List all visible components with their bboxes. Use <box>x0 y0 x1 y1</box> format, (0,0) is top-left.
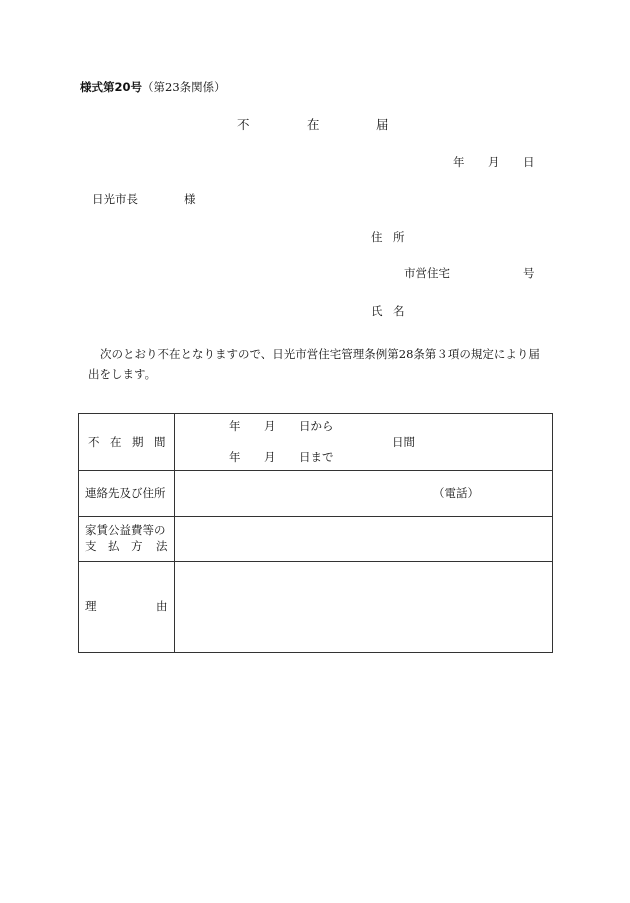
days-count-label: 日間 <box>392 435 415 449</box>
to-month: 月 <box>264 450 276 464</box>
addressee-name: 日光市長 <box>92 192 138 206</box>
table-row-divider-1 <box>78 470 553 471</box>
addressee-honorific: 様 <box>184 192 196 206</box>
table-border-bottom <box>78 652 553 653</box>
rent-label-2-char-3: 方 <box>131 539 143 553</box>
address-label-1: 住 <box>371 230 383 244</box>
form-number <box>80 82 226 94</box>
date-day: 日 <box>523 155 535 169</box>
housing-label: 市営住宅 <box>404 266 450 280</box>
table-border-right <box>552 413 553 653</box>
table-row-divider-2 <box>78 516 553 517</box>
statement-line-2: 出をします。 <box>88 367 157 381</box>
contact-label: 連絡先及び住所 <box>85 486 166 500</box>
table-column-divider <box>174 413 175 653</box>
title-char-3: 届 <box>376 117 389 132</box>
absence-period-label-1: 不 <box>88 435 100 449</box>
address-label-2: 所 <box>393 230 405 244</box>
absence-period-label-3: 期 <box>132 435 144 449</box>
to-year: 年 <box>229 450 241 464</box>
form-number-bold: 様式第20号 <box>80 80 143 94</box>
title-char-2: 在 <box>307 117 320 132</box>
rent-label-2-char-1: 支 <box>85 539 97 553</box>
date-month: 月 <box>488 155 500 169</box>
rent-label-line-1: 家賃公益費等の <box>85 523 166 537</box>
housing-number-suffix: 号 <box>523 266 535 280</box>
absence-period-label-2: 在 <box>110 435 122 449</box>
phone-label: （電話） <box>433 486 479 500</box>
table-row-divider-3 <box>78 561 553 562</box>
date-year: 年 <box>453 155 465 169</box>
from-day: 日から <box>299 419 334 433</box>
reason-label-1: 理 <box>85 599 97 613</box>
to-day: 日まで <box>299 450 334 464</box>
table-border-top <box>78 413 553 414</box>
rent-label-2-char-2: 払 <box>108 539 120 553</box>
statement-text <box>88 344 556 384</box>
reason-label-2: 由 <box>156 599 168 613</box>
form-number-paren: （第23条関係） <box>142 80 226 94</box>
table-border-left <box>78 413 79 653</box>
rent-label-2-char-4: 法 <box>156 539 168 553</box>
statement-line-1: 次のとおり不在となりますので、日光市営住宅管理条例第28条第３項の規定により届 <box>100 347 540 361</box>
title-char-1: 不 <box>237 117 250 132</box>
from-month: 月 <box>264 419 276 433</box>
name-label-1: 氏 <box>371 304 383 318</box>
absence-period-label-4: 間 <box>154 435 166 449</box>
name-label-2: 名 <box>393 304 405 318</box>
from-year: 年 <box>229 419 241 433</box>
